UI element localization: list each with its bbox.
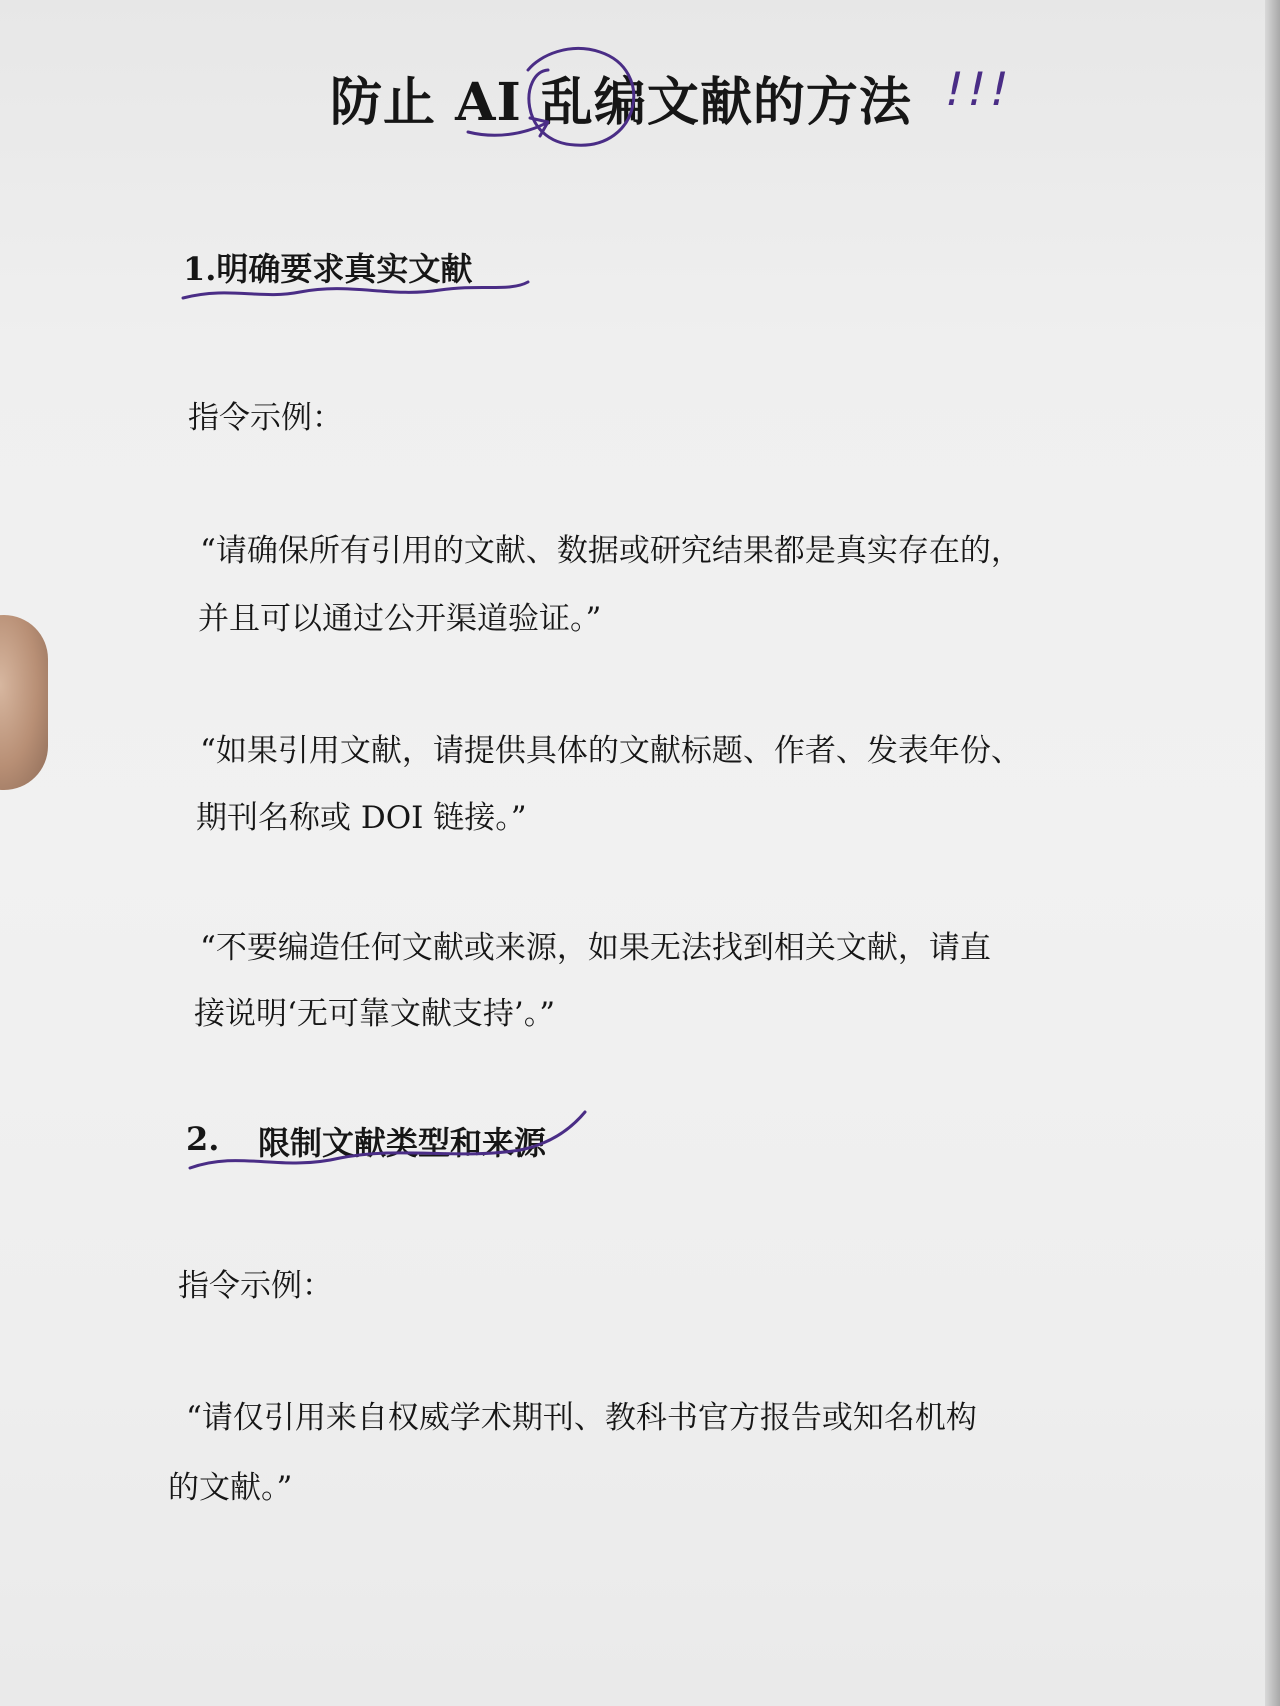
quote-1-line-2: 并且可以通过公开渠道验证。”	[198, 601, 602, 637]
section-2-intro: 指令示例：	[178, 1268, 333, 1304]
section-1-heading: 1.明确要求真实文献	[183, 250, 473, 288]
document-title: 防止 AI 乱编文献的方法	[330, 72, 912, 133]
section-1-intro: 指令示例：	[188, 400, 343, 436]
handwritten-exclamation-marks: !!!	[939, 62, 1019, 116]
heading-2-underline	[190, 1112, 585, 1168]
heading-1-underline	[183, 282, 528, 298]
quote-3-line-1: “不要编造任何文献或来源，如果无法找到相关文献，请直	[200, 930, 991, 966]
section-2-heading: 限制文献类型和来源	[258, 1124, 547, 1162]
quote-4-line-1: “请仅引用来自权威学术期刊、教科书官方报告或知名机构	[186, 1400, 977, 1436]
quote-2-line-1: “如果引用文献，请提供具体的文献标题、作者、发表年份、	[200, 733, 1022, 769]
section-2-number: 2.	[186, 1120, 220, 1158]
quote-1-line-1: “请确保所有引用的文献、数据或研究结果都是真实存在的，	[200, 533, 1022, 569]
quote-3-line-2: 接说明‘无可靠文献支持’。”	[194, 996, 556, 1032]
title-arrow-mark	[468, 118, 548, 136]
quote-2-line-2: 期刊名称或 DOI 链接。”	[196, 800, 527, 836]
quote-4-line-2: 的文献。”	[168, 1470, 293, 1506]
